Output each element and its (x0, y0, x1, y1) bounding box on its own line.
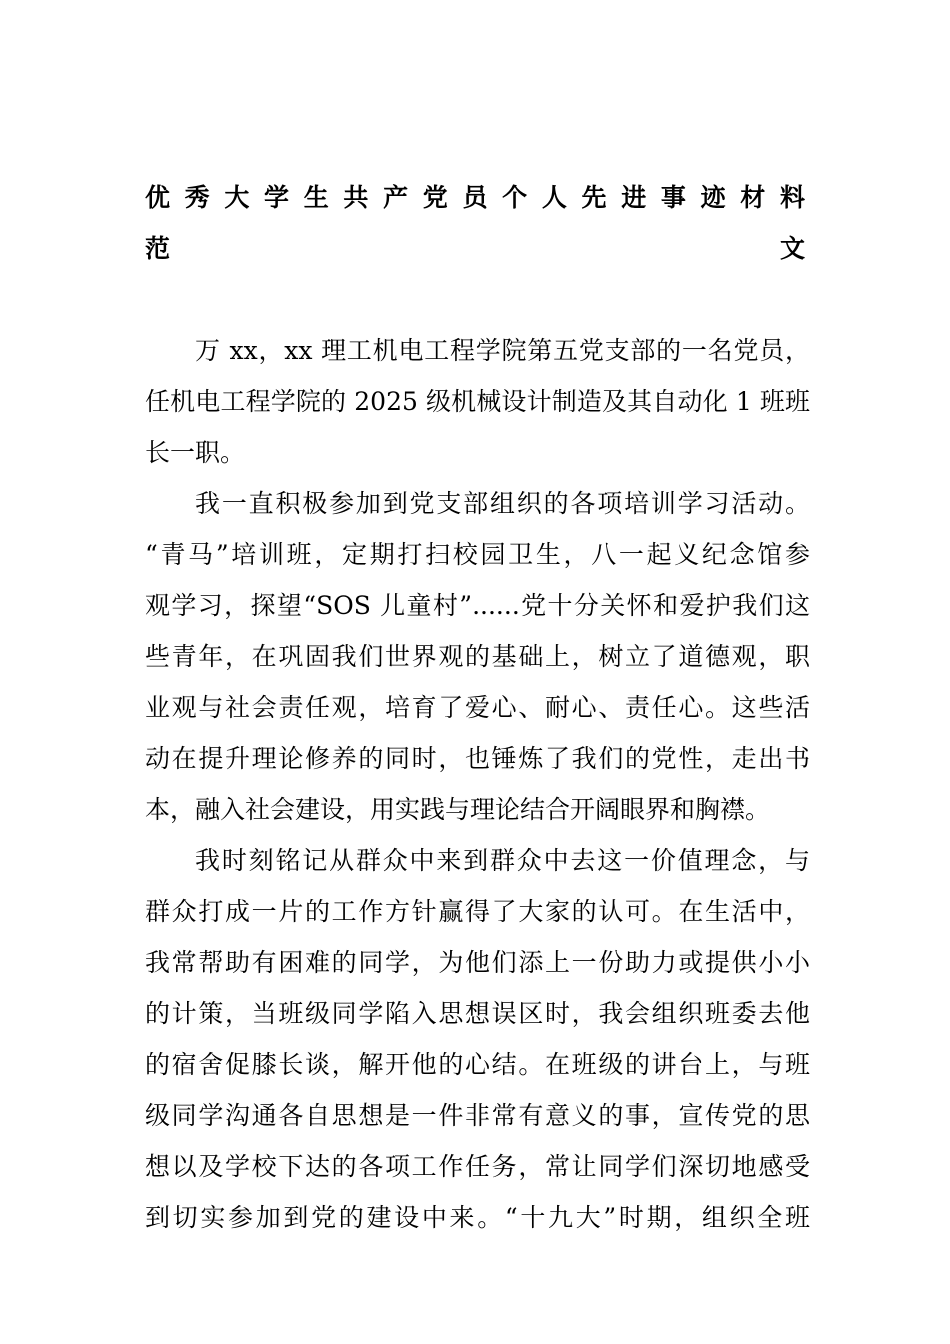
paragraph-line: 本，融入社会建设，用实践与理论结合开阔眼界和胸襟。 (145, 795, 771, 824)
title-line: 优秀大学生共产党员个人先进事迹材料 (145, 183, 805, 212)
paragraph-line: 的计策，当班级同学陷入思想误区时，我会组织班委去他 (145, 999, 810, 1028)
paragraph-line: 任机电工程学院的 2025 级机械设计制造及其自动化 1 班班 (145, 387, 810, 416)
paragraph-line: 我常帮助有困难的同学，为他们添上一份助力或提供小小 (145, 948, 810, 977)
paragraph-line: 动在提升理论修养的同时，也锤炼了我们的党性，走出书 (145, 744, 810, 773)
paragraph-line: 观学习，探望“SOS 儿童村”......党十分关怀和爱护我们这 (145, 591, 810, 620)
document-title (145, 172, 805, 274)
paragraph-2 (145, 478, 810, 835)
paragraph-line: 我时刻铭记从群众中来到群众中去这一价值理念，与 (195, 846, 810, 875)
title-line: 范文 (145, 234, 805, 263)
paragraph-line: 想以及学校下达的各项工作任务，常让同学们深切地感受 (145, 1152, 810, 1181)
paragraph-1 (145, 325, 810, 478)
paragraph-line: 群众打成一片的工作方针赢得了大家的认可。在生活中， (145, 897, 810, 926)
paragraph-line: 到切实参加到党的建设中来。“十九大”时期，组织全班 (145, 1203, 810, 1232)
paragraph-line: 些青年，在巩固我们世界观的基础上，树立了道德观，职 (145, 642, 810, 671)
paragraph-line: 级同学沟通各自思想是一件非常有意义的事，宣传党的思 (145, 1101, 810, 1130)
paragraph-line: 长一职。 (145, 438, 246, 467)
paragraph-3 (145, 835, 810, 1243)
document-body (145, 325, 810, 1243)
paragraph-line: “青马”培训班，定期打扫校园卫生，八一起义纪念馆参 (145, 540, 810, 569)
paragraph-line: 我一直积极参加到党支部组织的各项培训学习活动。 (195, 489, 810, 518)
paragraph-line: 业观与社会责任观，培育了爱心、耐心、责任心。这些活 (145, 693, 810, 722)
paragraph-line: 万 xx，xx 理工机电工程学院第五党支部的一名党员， (195, 336, 810, 365)
paragraph-line: 的宿舍促膝长谈，解开他的心结。在班级的讲台上，与班 (145, 1050, 810, 1079)
